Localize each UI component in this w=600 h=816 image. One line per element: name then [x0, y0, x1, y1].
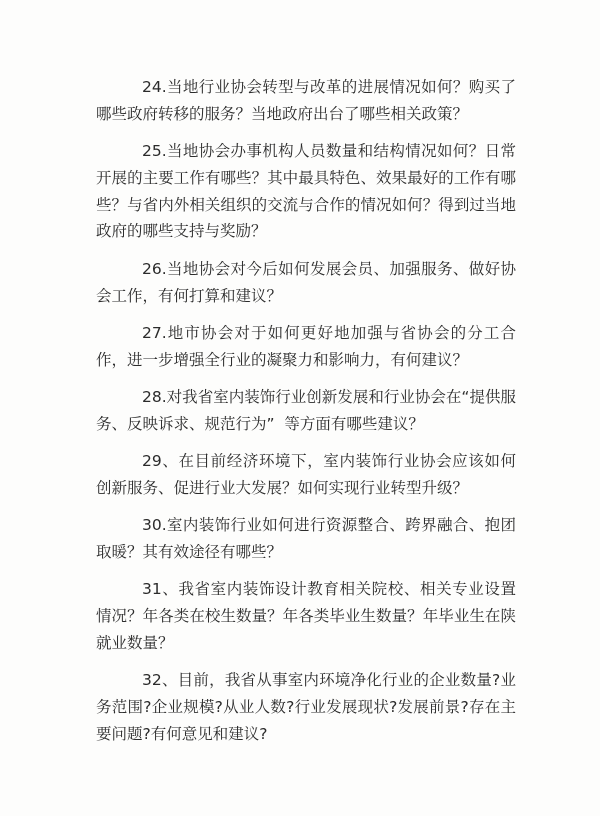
question-text: 地市协会对于如何更好地加强与省协会的分工合作，进一步增强全行业的凝聚力和影响力，有何建议？ [96, 323, 516, 369]
question-number: 24. [142, 78, 167, 96]
question-number: 27. [142, 323, 167, 342]
question-text: 室内装饰行业如何进行资源整合、跨界融合、抱团取暖？其有效途径有哪些？ [96, 516, 516, 561]
question-number: 29、 [142, 452, 179, 471]
question-26 [96, 256, 516, 310]
question-28 [96, 384, 516, 438]
question-list [96, 74, 516, 758]
question-number: 25. [142, 142, 167, 161]
question-text: 目前，我省从事室内环境净化行业的企业数量?业务范围?企业规模?从业人数?行业发展现状?发展前景?存在主要问题?有何意见和建议? [96, 671, 516, 743]
question-text: 当地协会办事机构人员数量和结构情况如何？日常开展的主要工作有哪些？其中最具特色、效果最好的工作有哪些？与省内外相关组织的交流与合作的情况如何？得到过当地政府的哪些支持与奖励？ [96, 142, 516, 241]
question-31 [96, 576, 516, 656]
question-25 [96, 138, 516, 245]
question-24 [96, 74, 516, 128]
question-30 [96, 512, 516, 566]
question-number: 28. [142, 387, 167, 406]
question-text: 在目前经济环境下，室内装饰行业协会应该如何创新服务、促进行业大发展？如何实现行业转型升级？ [96, 452, 516, 497]
question-32 [96, 667, 516, 747]
question-text: 我省室内装饰设计教育相关院校、相关专业设置情况？年各类在校生数量？年各类毕业生数量？年毕业生在陕就业数量？ [96, 580, 516, 652]
question-text: 对我省室内装饰行业创新发展和行业协会在“提供服务、反映诉求、规范行为” 等方面有哪些建议？ [96, 387, 516, 433]
question-number: 26. [142, 259, 167, 278]
question-number: 30. [142, 516, 167, 535]
question-text: 当地协会对今后如何发展会员、加强服务、做好协会工作，有何打算和建议？ [96, 259, 516, 305]
question-29 [96, 448, 516, 502]
question-number: 32、 [142, 671, 178, 690]
question-text: 当地行业协会转型与改革的进展情况如何？购买了哪些政府转移的服务？当地政府出台了哪些相关政策？ [96, 78, 516, 123]
question-27 [96, 320, 516, 374]
question-number: 31、 [142, 580, 179, 599]
